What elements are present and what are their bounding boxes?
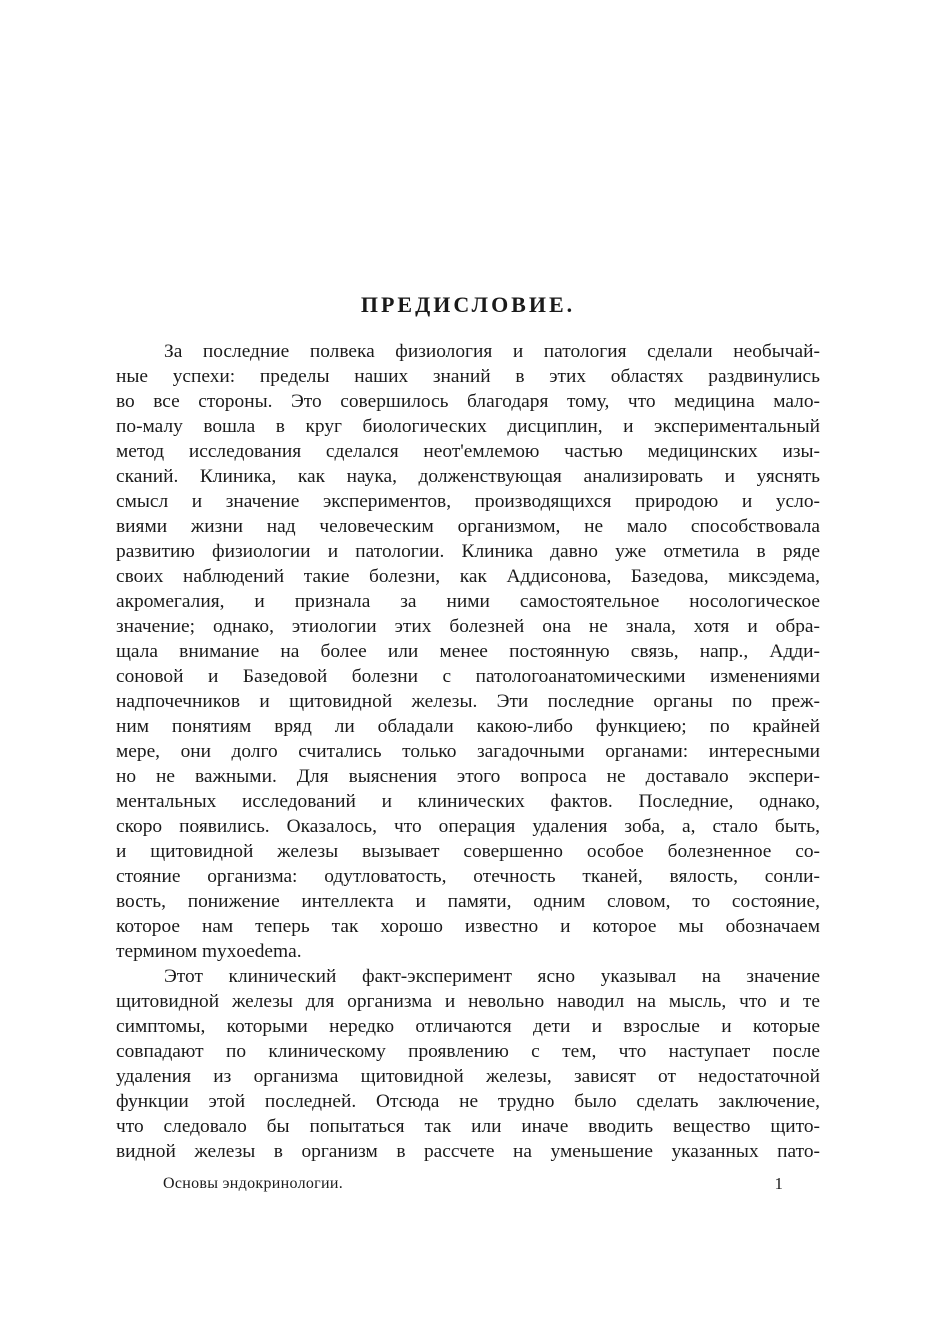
body-text (116, 339, 820, 1164)
text-line: совпадают по клиническому проявлению с тем, что наступает после (116, 1041, 820, 1062)
text-line: За последние полвека физиология и патология сделали необычай- (164, 341, 820, 362)
text-line: сканий. Клиника, как наука, долженствующая анализировать и уяснять (116, 466, 820, 487)
text-line: метод исследования сделался неот'емлемою частью медицинских изы- (116, 441, 820, 462)
text-line: развитию физиологии и патологии. Клиника давно уже отметила в ряде (116, 541, 820, 562)
text-line: ним понятиям вряд ли обладали какою-либо функциею; по крайней (116, 716, 820, 737)
text-line: удаления из организма щитовидной железы, зависят от недостаточной (116, 1066, 820, 1087)
text-line: по-малу вошла в круг биологических дисциплин, и экспериментальный (116, 416, 820, 437)
text-line: акромегалия, и признала за ними самостоятельное носологическое (116, 591, 820, 612)
text-line: виями жизни над человеческим организмом, не мало способствовала (116, 516, 820, 537)
text-line: во все стороны. Это совершилось благодаря тому, что медицина мало- (116, 391, 820, 412)
text-line: мере, они долго считались только загадочными органами: интересными (116, 741, 820, 762)
text-line: Этот клинический факт-эксперимент ясно указывал на значение (164, 966, 820, 987)
text-line: видной железы в организм в рассчете на уменьшение указанных пато- (116, 1141, 820, 1162)
text-line: что следовало бы попытаться так или иначе вводить вещество щито- (116, 1116, 820, 1137)
text-line: щитовидной железы для организма и невольно наводил на мысль, что и те (116, 991, 820, 1012)
page-number: 1 (774, 1174, 783, 1193)
text-line: которое нам теперь так хорошо известно и которое мы обозначаем (116, 916, 820, 937)
paragraph-2 (116, 964, 820, 1164)
preface-heading: ПРЕДИСЛОВИЕ. (360, 292, 576, 317)
text-line: соновой и Базедовой болезни с патологоанатомическими изменениями (116, 666, 820, 687)
text-line: надпочечников и щитовидной железы. Эти последние органы по преж- (116, 691, 820, 712)
text-line: и щитовидной железы вызывает совершенно особое болезненное со- (116, 841, 820, 862)
text-line: своих наблюдений такие болезни, как Аддисонова, Базедова, миксэдема, (116, 566, 820, 587)
text-line: но не важными. Для выяснения этого вопроса не доставало экспери- (116, 766, 820, 787)
paragraph-1 (116, 339, 820, 964)
text-line: значение; однако, этиологии этих болезней она не знала, хотя и обра- (116, 616, 820, 637)
text-line: функции этой последней. Отсюда не трудно было сделать заключение, (116, 1091, 820, 1112)
text-line: ные успехи: пределы наших знаний в этих областях раздвинулись (116, 366, 820, 387)
text-line: симптомы, которыми нередко отличаются дети и взрослые и которые (116, 1016, 820, 1037)
text-line: скоро появились. Оказалось, что операция удаления зоба, а, стало быть, (116, 816, 820, 837)
footer-book-title: Основы эндокринологии. (163, 1175, 344, 1192)
page-footer (163, 1172, 783, 1196)
text-line: щала внимание на более или менее постоянную связь, напр., Адди- (116, 641, 820, 662)
text-line: вость, понижение интеллекта и памяти, одним словом, то состояние, (116, 891, 820, 912)
text-line: термином myxoedema. (116, 941, 302, 962)
text-line: стояние организма: одутловатость, отечность тканей, вялость, сонли- (116, 866, 820, 887)
text-line: ментальных исследований и клинических фактов. Последние, однако, (116, 791, 820, 812)
text-line: смысл и значение экспериментов, производящихся природою и усло- (116, 491, 820, 512)
